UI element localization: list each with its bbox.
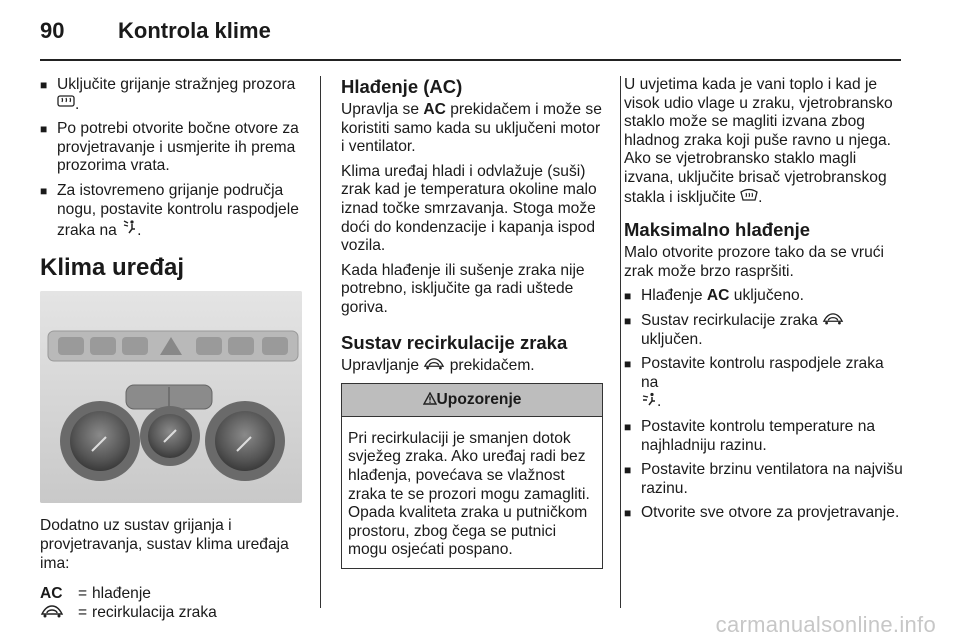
intro-text: Dodatno uz sustav grijanja i provjetravanja, sustav klima uređaja ima: bbox=[40, 517, 289, 572]
warning-triangle-icon bbox=[423, 392, 437, 405]
paragraph: Malo otvorite prozore tako da se vrući zrak može brzo raspršiti. bbox=[624, 244, 885, 280]
air-distribution-feet-windows-icon bbox=[121, 219, 137, 235]
climate-panel-illustration bbox=[40, 291, 302, 503]
list-item: ■ Postavite brzinu ventilatora na najvišu razinu. bbox=[624, 461, 904, 498]
list-item: ■ Postavite kontrolu temperature na najhladniju razinu. bbox=[624, 418, 904, 455]
warning-title: Upozorenje bbox=[436, 391, 522, 409]
paragraph: Upravlja se AC prekidačem i može se koristiti samo kada su uključeni motor i ventilator. bbox=[341, 101, 602, 156]
column-3 bbox=[624, 76, 904, 529]
recirculation-icon bbox=[822, 312, 844, 325]
rear-window-heater-icon bbox=[57, 95, 75, 109]
definition-list bbox=[40, 585, 302, 623]
heading-cooling: Hlađenje (AC) bbox=[341, 76, 463, 97]
def-key-ac: AC bbox=[40, 585, 63, 603]
climate-control-panel-photo bbox=[40, 291, 302, 503]
list-item: ■ Otvorite sve otvore za provjetravanje. bbox=[624, 504, 904, 523]
warning-text: Pri recirkulaciji je smanjen dotok svježeg zraka. Ako uređaj radi bez hlađenja, povećava se vlažnost zraka te se prozori mogu zamagliti. Opada kvaliteta zraka u putničkom prostoru, zbog čega se putnici mogu osjećati pospano. bbox=[348, 429, 590, 559]
list-item: ■ Hlađenje AC uključeno. bbox=[624, 287, 904, 306]
list-item: ■ Sustav recirkulacije zraka uključen. bbox=[624, 312, 904, 349]
bullet-list-max-cooling bbox=[624, 287, 904, 523]
def-row: = recirkulacija zraka bbox=[40, 604, 302, 624]
list-item: ■ Uključite grijanje stražnjeg prozora . bbox=[40, 76, 302, 114]
column-divider bbox=[620, 76, 621, 608]
windscreen-defrost-icon bbox=[740, 188, 758, 202]
column-2 bbox=[341, 76, 603, 569]
paragraph: Klima uređaj hladi i odvlažuje (suši) zrak kad je temperatura okoline malo iznad točke smrzavanja. Stoga može doći do kondenzacije i kapanja ispod vozila. bbox=[341, 162, 597, 255]
paragraph: Kada hlađenje ili sušenje zraka nije potrebno, isključite ga radi uštede goriva. bbox=[341, 261, 585, 316]
warning-box bbox=[341, 383, 603, 569]
heading-recirculation: Sustav recirkulacije zraka bbox=[341, 331, 568, 353]
page-header bbox=[0, 0, 960, 62]
bullet-list-1 bbox=[40, 76, 302, 241]
recirculation-icon bbox=[423, 357, 445, 370]
ac-symbol: AC bbox=[423, 101, 446, 118]
list-item: ■ Za istovremeno grijanje područja nogu, postavite kontrolu raspodjele zraka na . bbox=[40, 182, 302, 241]
watermark: carmanualsonline.info bbox=[715, 612, 936, 637]
air-distribution-upper-body-icon bbox=[641, 392, 657, 406]
warning-header bbox=[342, 384, 602, 417]
section-title-klima: Klima uređaj bbox=[40, 253, 185, 281]
heading-max-cooling: Maksimalno hlađenje bbox=[624, 219, 811, 241]
page-number: 90 bbox=[40, 18, 65, 43]
header-rule bbox=[40, 59, 901, 61]
paragraph: U uvjetima kada je vani toplo i kad je visok udio vlage u zraku, vjetrobransko staklo može se magliti izvana zbog hladnog zraka koji puše ravno u njega. Ako se vjetrobransko staklo magli izvana, uključite brisač vjetrobranskog stakla i isključite . bbox=[624, 76, 893, 206]
paragraph: Upravljanje prekidačem. bbox=[341, 356, 535, 374]
def-row: AC = hlađenje bbox=[40, 585, 151, 603]
column-1 bbox=[40, 76, 302, 623]
chapter-title: Kontrola klime bbox=[118, 18, 271, 43]
list-item: ■ Postavite kontrolu raspodjele zraka na . bbox=[624, 355, 904, 412]
recirculation-icon bbox=[40, 604, 64, 618]
column-divider bbox=[320, 76, 321, 608]
list-item: ■ Po potrebi otvorite bočne otvore za provjetravanje i usmjerite ih prema prozorima vrata. bbox=[40, 120, 302, 176]
